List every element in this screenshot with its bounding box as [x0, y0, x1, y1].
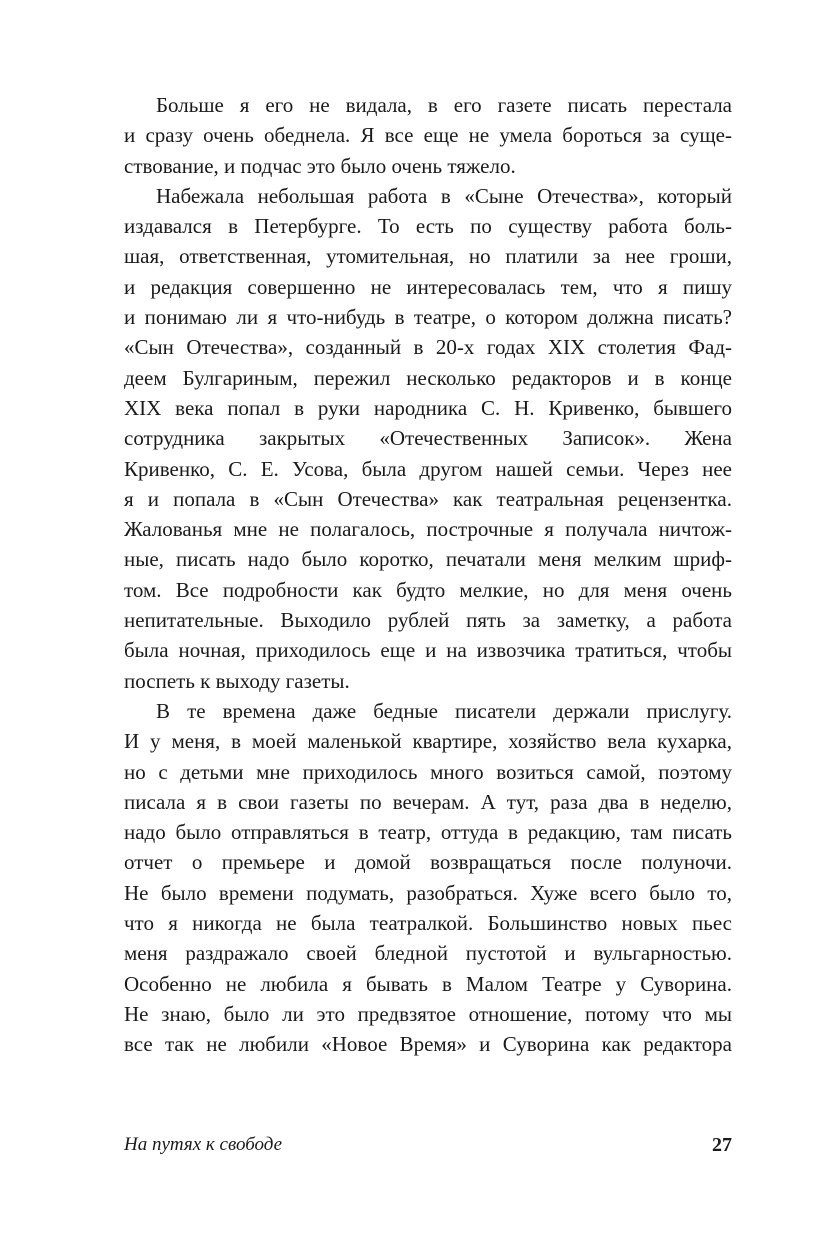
- text-line: но с детьми мне приходилось много возиться самой, поэтому: [124, 759, 732, 784]
- text-line: Кривенко, С. Е. Усова, была другом нашей семьи. Через нее: [124, 456, 732, 481]
- text-line: деем Булгариным, пережил несколько редакторов и в конце: [124, 365, 732, 390]
- body-text: [124, 90, 732, 1060]
- text-line: и редакция совершенно не интересовалась тем, что я пишу: [124, 274, 732, 299]
- text-line: надо было отправляться в театр, оттуда в редакцию, там писать: [124, 820, 732, 845]
- text-line: шая, ответственная, утомительная, но платили за нее гроши,: [124, 244, 732, 269]
- text-line: В те времена даже бедные писатели держали прислугу.: [156, 698, 732, 723]
- text-line: что я никогда не была театралкой. Большинство новых пьес: [124, 911, 732, 936]
- text-line: том. Все подробности как будто мелкие, но для меня очень: [124, 577, 732, 602]
- paragraph-2: [124, 181, 732, 696]
- text-line: и сразу очень обеднела. Я все еще не умела бороться за суще-: [124, 123, 732, 148]
- paragraph-1: [124, 90, 732, 181]
- text-line: ные, писать надо было коротко, печатали меня мелким шриф-: [124, 547, 732, 572]
- text-line: Жалованья мне не полагалось, построчные я получала ничтож-: [124, 517, 732, 542]
- text-line: Больше я его не видала, в его газете писать перестала: [156, 93, 732, 117]
- text-line: поспеть к выходу газеты.: [124, 668, 350, 693]
- text-line: издавался в Петербурге. То есть по существу работа боль-: [124, 214, 732, 239]
- text-line: Не было времени подумать, разобраться. Хуже всего было то,: [124, 880, 732, 905]
- text-line: сотрудника закрытых «Отечественных Записок». Жена: [124, 426, 732, 451]
- text-line: все так не любили «Новое Время» и Суворина как редактора: [124, 1032, 732, 1057]
- page-number: 27: [712, 1134, 732, 1156]
- text-line: я и попала в «Сын Отечества» как театральная рецензентка.: [124, 486, 732, 511]
- text-line: отчет о премьере и домой возвращаться после полуночи.: [124, 850, 732, 875]
- text-line: Не знаю, было ли это предвзятое отношение, потому что мы: [124, 1001, 732, 1026]
- text-line: меня раздражало своей бледной пустотой и вульгарностью.: [124, 941, 732, 966]
- text-line: и понимаю ли я что-нибудь в театре, о котором должна писать?: [124, 305, 732, 330]
- text-line: «Сын Отечества», созданный в 20-х годах XIX столетия Фад-: [124, 335, 732, 360]
- text-line: непитательные. Выходило рублей пять за заметку, а работа: [124, 608, 732, 633]
- text-line: И у меня, в моей маленькой квартире, хозяйство вела кухарка,: [124, 729, 732, 754]
- text-line: Набежала небольшая работа в «Сыне Отечества», который: [156, 183, 732, 208]
- text-line: Особенно не любила я бывать в Малом Театре у Суворина.: [124, 971, 732, 996]
- running-footer-title: На путях к свободе: [124, 1134, 283, 1155]
- text-line: писала я в свои газеты по вечерам. А тут, раза два в неделю,: [124, 789, 732, 814]
- text-line: была ночная, приходилось еще и на извозчика тратиться, чтобы: [124, 638, 732, 663]
- text-line: XIX века попал в руки народника С. Н. Кривенко, бывшего: [124, 395, 732, 420]
- paragraph-3: [124, 696, 732, 1060]
- text-line: ствование, и подчас это было очень тяжело.: [124, 153, 516, 178]
